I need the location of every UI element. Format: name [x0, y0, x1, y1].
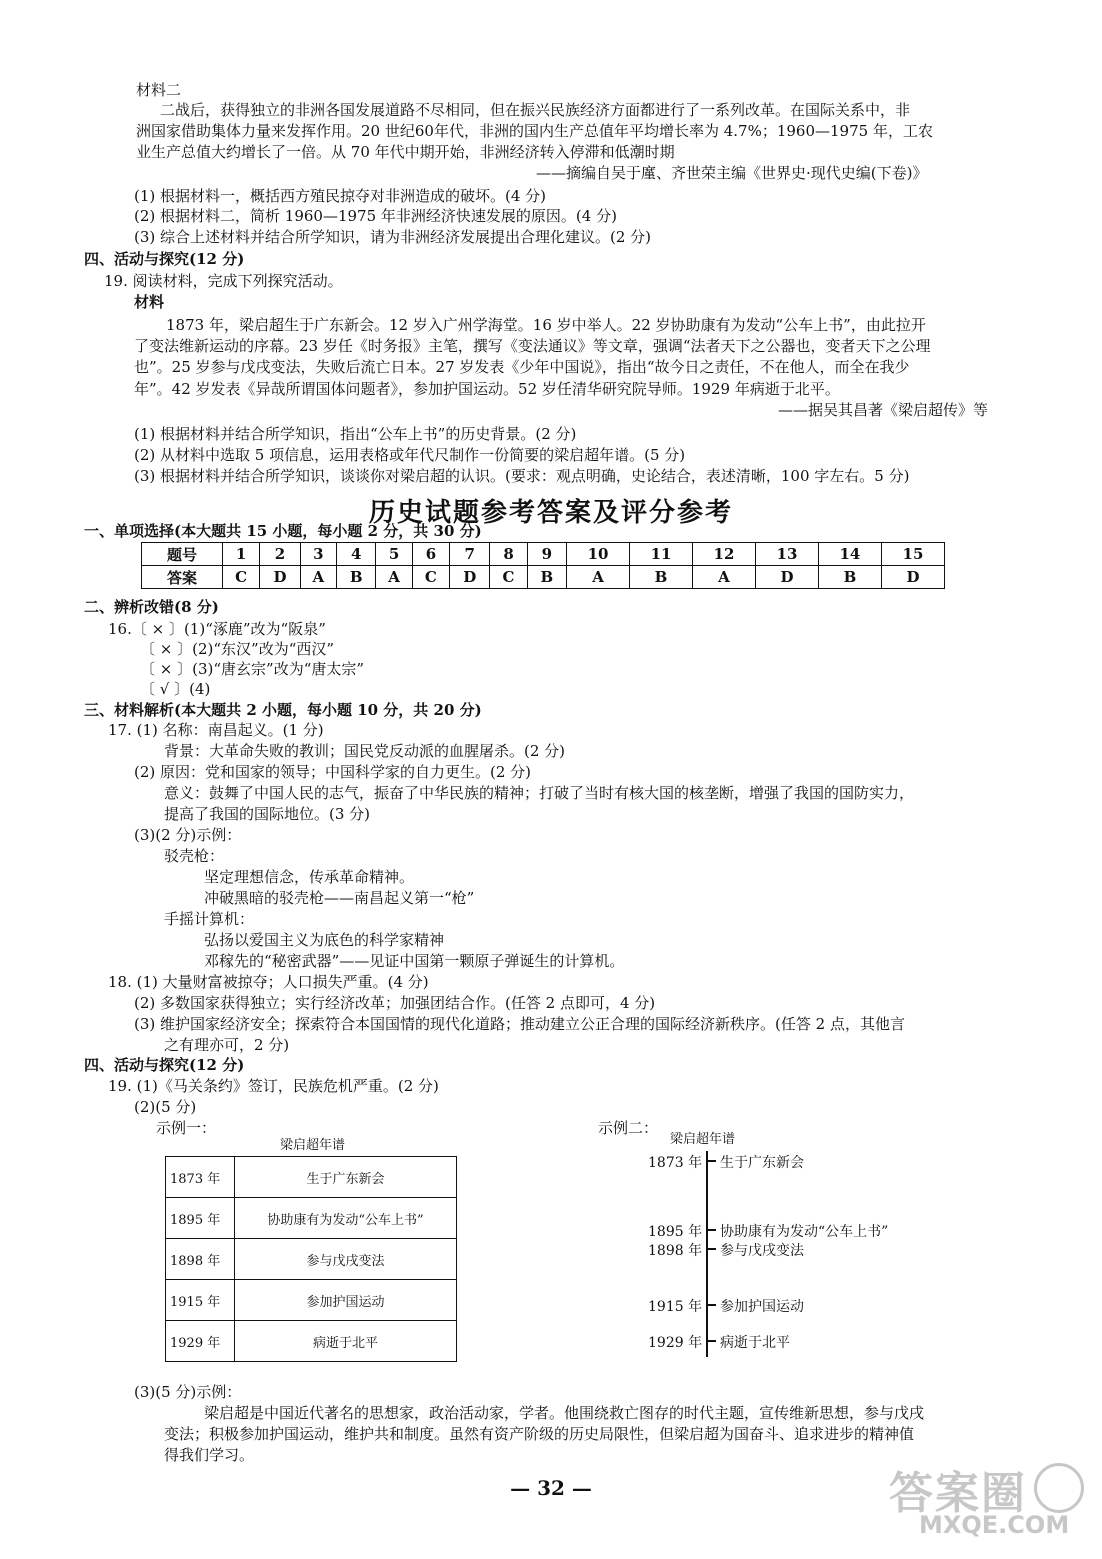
question-number: 2: [260, 543, 300, 566]
timeline-year: 1915 年: [648, 1299, 703, 1315]
timeline-tick: [706, 1304, 716, 1306]
question-number: 6: [412, 543, 449, 566]
year-cell: 1895 年: [166, 1198, 235, 1239]
timeline-tick: [706, 1248, 716, 1250]
question-line: (1) 根据材料并结合所学知识，指出“公车上书”的历史背景。(2 分): [134, 425, 577, 443]
table-header-label: 题号: [142, 543, 223, 566]
material-paragraph-line: 洲国家借助集体力量来发挥作用。20 世纪60年代，非洲的国内生产总值年平均增长率为 4.7%；1960—1975 年，工农: [136, 122, 933, 140]
answer-line: 手摇计算机：: [164, 910, 255, 928]
section-heading: 一、单项选择(本大题共 15 小题，每小题 2 分，共 30 分): [84, 522, 482, 540]
question-number: 8: [490, 543, 527, 566]
timeline-event: 参加护国运动: [720, 1299, 804, 1315]
nianpu-table: [165, 1156, 457, 1362]
section-heading: 二、辨析改错(8 分): [84, 598, 219, 616]
answer-choice: D: [881, 566, 944, 589]
answer-line: 弘扬以爱国主义为底色的科学家精神: [204, 931, 445, 949]
watermark-circle-icon: [1034, 1463, 1084, 1513]
answer-line: 〔 √ 〕(4): [140, 680, 211, 698]
question-number: 15: [881, 543, 944, 566]
table-answer-label: 答案: [142, 566, 223, 589]
event-cell: 病逝于北平: [235, 1321, 457, 1362]
timeline-year: 1873 年: [648, 1155, 703, 1171]
answer-choice: C: [412, 566, 449, 589]
answer-choice: D: [260, 566, 300, 589]
year-cell: 1915 年: [166, 1280, 235, 1321]
answer-choice: D: [755, 566, 818, 589]
material-paragraph-line: 年”。42 岁发表《异哉所谓国体问题者》，参加护国运动。52 岁任清华研究院导师。1929 年病逝于北平。: [134, 380, 840, 398]
timeline-event: 协助康有为发动“公车上书”: [720, 1224, 889, 1240]
answer-line: (2)(5 分): [134, 1098, 197, 1116]
answer-choice: A: [300, 566, 336, 589]
answer-choice: A: [567, 566, 630, 589]
material-label: 材料二: [136, 81, 182, 99]
timeline-axis: [706, 1151, 708, 1357]
question-number: 11: [630, 543, 693, 566]
answer-choice: D: [450, 566, 490, 589]
event-cell: 参加护国运动: [235, 1280, 457, 1321]
example-label: 示例二：: [598, 1119, 659, 1137]
answer-line: (3)(2 分)示例：: [134, 826, 242, 844]
material-paragraph-line: 1873 年，梁启超生于广东新会。12 岁入广州学海堂。16 岁中举人。22 岁协助康有为发动“公车上书”，由此拉开: [166, 316, 926, 334]
answer-choice: C: [490, 566, 527, 589]
watermark-text: 答案圈: [889, 1468, 1027, 1519]
table-row: [166, 1321, 457, 1362]
event-cell: 生于广东新会: [235, 1157, 457, 1198]
question-number: 9: [527, 543, 566, 566]
year-cell: 1873 年: [166, 1157, 235, 1198]
table-row: [166, 1198, 457, 1239]
example-label: 示例一：: [156, 1119, 217, 1137]
table-row: [166, 1280, 457, 1321]
answer-choice: C: [223, 566, 260, 589]
question-intro: 19. 阅读材料，完成下列探究活动。: [104, 272, 343, 290]
event-cell: 参与戊戌变法: [235, 1239, 457, 1280]
timeline-event: 生于广东新会: [720, 1155, 804, 1171]
answer-choice: B: [527, 566, 566, 589]
question-line: (3) 综合上述材料并结合所学知识，请为非洲经济发展提出合理化建议。(2 分): [134, 228, 652, 246]
answer-line: (2) 多数国家获得独立；实行经济改革；加强团结合作。(任答 2 点即可，4 分): [134, 994, 656, 1012]
answer-line: 19. (1)《马关条约》签订，民族危机严重。(2 分): [108, 1077, 439, 1095]
timeline-year: 1929 年: [648, 1335, 703, 1351]
material-source: ——据吴其昌著《梁启超传》等: [778, 401, 989, 419]
question-number: 3: [300, 543, 336, 566]
question-number: 7: [450, 543, 490, 566]
answer-choice: B: [818, 566, 881, 589]
answer-line: 背景：大革命失败的教训；国民党反动派的血腥屠杀。(2 分): [164, 742, 566, 760]
answer-line: 驳壳枪：: [164, 847, 225, 865]
watermark-logo: [879, 1457, 1084, 1545]
answer-choice: A: [376, 566, 412, 589]
nianpu-title: 梁启超年谱: [280, 1138, 346, 1153]
event-cell: 协助康有为发动“公车上书”: [235, 1198, 457, 1239]
answer-line: 得我们学习。: [164, 1446, 255, 1464]
answer-line: 之有理亦可，2 分): [164, 1036, 290, 1054]
section-heading: 三、材料解析(本大题共 2 小题，每小题 10 分，共 20 分): [84, 701, 482, 719]
question-line: (3) 根据材料并结合所学知识，谈谈你对梁启超的认识。(要求：观点明确，史论结合，表述清晰，100 字左右。5 分): [134, 467, 910, 485]
timeline-year: 1898 年: [648, 1243, 703, 1259]
page-number: — 32 —: [510, 1476, 592, 1500]
question-number: 1: [223, 543, 260, 566]
question-line: (1) 根据材料一，概括西方殖民掠夺对非洲造成的破坏。(4 分): [134, 187, 547, 205]
table-row: [166, 1239, 457, 1280]
question-number: 14: [818, 543, 881, 566]
question-number: 4: [337, 543, 376, 566]
answer-choice: B: [630, 566, 693, 589]
timeline-year: 1895 年: [648, 1224, 703, 1240]
question-line: (2) 从材料中选取 5 项信息，运用表格或年代尺制作一份简要的梁启超年谱。(5 分): [134, 446, 686, 464]
answer-choice: A: [693, 566, 756, 589]
table-row: [166, 1157, 457, 1198]
table-row: [142, 543, 945, 566]
answer-line: 梁启超是中国近代著名的思想家，政治活动家，学者。他围绕救亡图存的时代主题，宣传维新思想，参与戊戌: [204, 1404, 925, 1422]
answer-line: 〔 × 〕(3)“唐玄宗”改为“唐太宗”: [140, 660, 365, 678]
material-paragraph-line: 了变法维新运动的序幕。23 岁任《时务报》主笔，撰写《变法通议》等文章，强调“法者天下之公器也，变者天下之公理: [134, 337, 931, 355]
answer-choice: B: [337, 566, 376, 589]
answer-line: 变法；积极参加护国运动，维护共和制度。虽然有资产阶级的历史局限性，但梁启超为国奋斗、追求进步的精神值: [164, 1425, 915, 1443]
answers-title: 历史试题参考答案及评分参考: [368, 498, 733, 528]
year-cell: 1898 年: [166, 1239, 235, 1280]
timeline-tick: [706, 1160, 716, 1162]
table-row: [142, 566, 945, 589]
material-source: ——摘编自吴于廑、齐世荣主编《世界史·现代史编(下卷)》: [536, 164, 928, 182]
question-number: 5: [376, 543, 412, 566]
answer-line: 冲破黑暗的驳壳枪——南昌起义第一“枪”: [204, 889, 475, 907]
year-cell: 1929 年: [166, 1321, 235, 1362]
answer-line: 提高了我国的国际地位。(3 分): [164, 805, 371, 823]
question-number: 12: [693, 543, 756, 566]
answer-table: [141, 542, 945, 589]
answer-line: (3) 维护国家经济安全；探索符合本国国情的现代化道路；推动建立公正合理的国际经济新秩序。(任答 2 点，其他言: [134, 1015, 905, 1033]
section-heading: 四、活动与探究(12 分): [84, 250, 245, 268]
answer-line: 坚定理想信念，传承革命精神。: [204, 868, 415, 886]
material-label: 材料: [134, 293, 165, 311]
material-paragraph-line: 业生产总值大约增长了一倍。从 70 年代中期开始，非洲经济转入停滞和低潮时期: [136, 143, 675, 161]
timeline-event: 病逝于北平: [720, 1335, 790, 1351]
answer-line: 16.〔 × 〕(1)“涿鹿”改为“阪泉”: [108, 620, 326, 638]
answer-line: (2) 原因：党和国家的领导；中国科学家的自力更生。(2 分): [134, 763, 532, 781]
answer-line: (3)(5 分)示例：: [134, 1383, 242, 1401]
section-heading: 四、活动与探究(12 分): [84, 1056, 245, 1074]
material-paragraph-line: 二战后，获得独立的非洲各国发展道路不尽相同，但在振兴民族经济方面都进行了一系列改革。在国际关系中，非: [160, 101, 911, 119]
question-line: (2) 根据材料二，简析 1960—1975 年非洲经济快速发展的原因。(4 分): [134, 207, 617, 225]
nianpu-title: 梁启超年谱: [670, 1132, 736, 1147]
answer-line: 17. (1) 名称：南昌起义。(1 分): [108, 721, 324, 739]
timeline-event: 参与戊戌变法: [720, 1243, 804, 1259]
watermark-domain: MXQE.COM: [919, 1511, 1070, 1539]
answer-line: 18. (1) 大量财富被掠夺；人口损失严重。(4 分): [108, 973, 429, 991]
timeline-tick: [706, 1229, 716, 1231]
material-paragraph-line: 也”。25 岁参与戊戌变法，失败后流亡日本。27 岁发表《少年中国说》，指出“故今日之责任，不在他人，而全在我少: [134, 358, 910, 376]
question-number: 10: [567, 543, 630, 566]
answer-line: 意义：鼓舞了中国人民的志气，振奋了中华民族的精神；打破了当时有核大国的核垄断，增强了我国的国防实力，: [164, 784, 915, 802]
question-number: 13: [755, 543, 818, 566]
answer-line: 邓稼先的“秘密武器”——见证中国第一颗原子弹诞生的计算机。: [204, 952, 625, 970]
answer-line: 〔 × 〕(2)“东汉”改为“西汉”: [140, 640, 335, 658]
timeline-tick: [706, 1340, 716, 1342]
